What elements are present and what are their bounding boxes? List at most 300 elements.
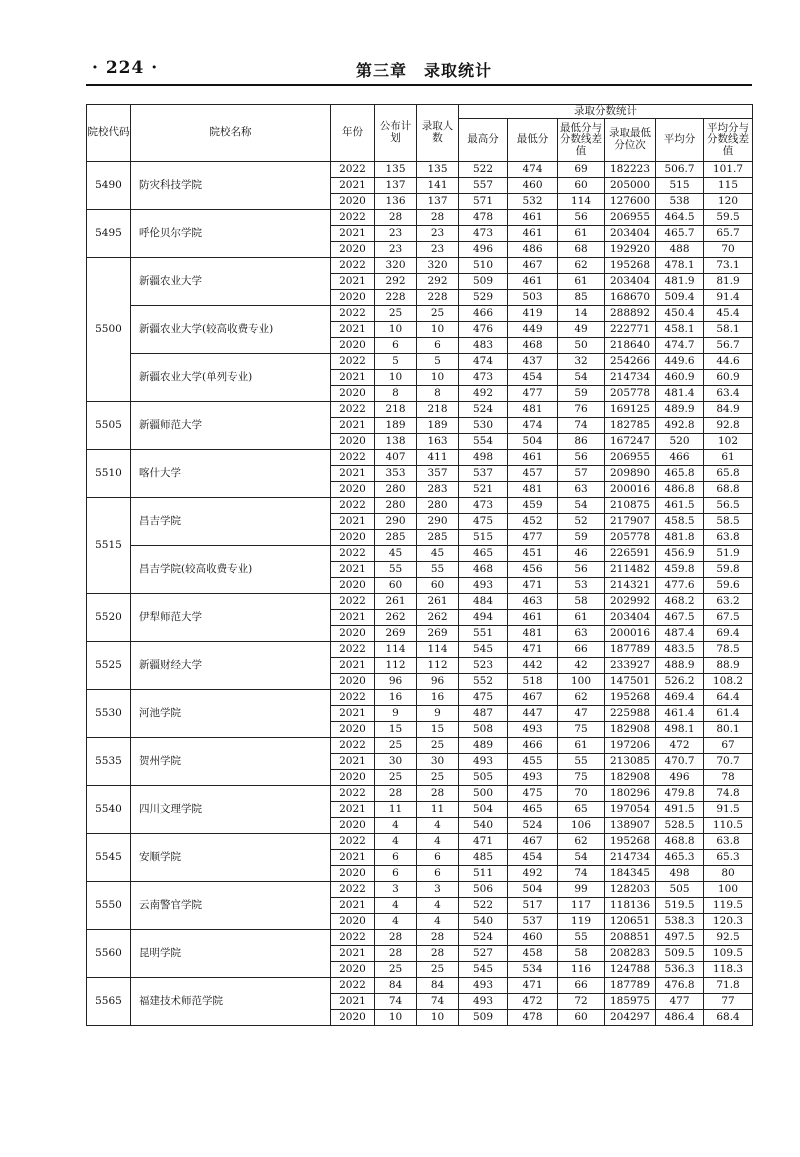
min-diff-cell: 70 [558, 786, 605, 802]
avg-score-cell: 498.1 [656, 722, 704, 738]
table-row [87, 930, 753, 946]
min-rank-cell: 187789 [605, 642, 656, 658]
enrolled-cell: 28 [417, 946, 459, 962]
table-row [87, 642, 753, 658]
min-diff-cell: 72 [558, 994, 605, 1010]
min-diff-cell: 116 [558, 962, 605, 978]
min-rank-cell: 209890 [605, 466, 656, 482]
enrolled-cell: 114 [417, 642, 459, 658]
avg-score-cell: 481.4 [656, 386, 704, 402]
header-year: 年份 [331, 105, 375, 162]
plan-cell: 138 [375, 434, 417, 450]
avg-diff-cell: 56.5 [704, 498, 753, 514]
year-cell: 2021 [331, 850, 375, 866]
enrolled-cell: 6 [417, 850, 459, 866]
plan-cell: 10 [375, 322, 417, 338]
enrolled-cell: 280 [417, 498, 459, 514]
max-score-cell: 465 [459, 546, 508, 562]
plan-cell: 6 [375, 850, 417, 866]
header-code: 院校代码 [87, 105, 131, 162]
min-rank-cell: 180296 [605, 786, 656, 802]
avg-diff-cell: 67 [704, 738, 753, 754]
school-code: 5520 [87, 594, 131, 642]
enrolled-cell: 23 [417, 226, 459, 242]
min-rank-cell: 184345 [605, 866, 656, 882]
avg-score-cell: 486.8 [656, 482, 704, 498]
min-score-cell: 478 [508, 1010, 558, 1026]
year-cell: 2021 [331, 226, 375, 242]
avg-score-cell: 505 [656, 882, 704, 898]
year-cell: 2020 [331, 674, 375, 690]
min-rank-cell: 182785 [605, 418, 656, 434]
avg-score-cell: 450.4 [656, 306, 704, 322]
enrolled-cell: 290 [417, 514, 459, 530]
min-rank-cell: 182908 [605, 770, 656, 786]
min-score-cell: 419 [508, 306, 558, 322]
min-rank-cell: 128203 [605, 882, 656, 898]
table-row [87, 690, 753, 706]
min-score-cell: 458 [508, 946, 558, 962]
max-score-cell: 496 [459, 242, 508, 258]
min-score-cell: 461 [508, 274, 558, 290]
header-min-rank: 录取最低分位次 [605, 119, 656, 162]
min-diff-cell: 56 [558, 562, 605, 578]
min-rank-cell: 203404 [605, 274, 656, 290]
avg-score-cell: 465.8 [656, 466, 704, 482]
year-cell: 2021 [331, 178, 375, 194]
max-score-cell: 506 [459, 882, 508, 898]
plan-cell: 8 [375, 386, 417, 402]
min-score-cell: 493 [508, 770, 558, 786]
school-code: 5515 [87, 498, 131, 594]
enrolled-cell: 28 [417, 930, 459, 946]
max-score-cell: 471 [459, 834, 508, 850]
max-score-cell: 509 [459, 1010, 508, 1026]
plan-cell: 11 [375, 802, 417, 818]
school-name: 防灾科技学院 [131, 162, 331, 210]
enrolled-cell: 141 [417, 178, 459, 194]
table-row [87, 546, 753, 562]
min-rank-cell: 168670 [605, 290, 656, 306]
header-min-diff: 最低分与分数线差值 [558, 119, 605, 162]
max-score-cell: 522 [459, 162, 508, 178]
min-rank-cell: 195268 [605, 258, 656, 274]
header-plan: 公布计划 [375, 105, 417, 162]
year-cell: 2020 [331, 194, 375, 210]
min-score-cell: 466 [508, 738, 558, 754]
year-cell: 2022 [331, 498, 375, 514]
school-code: 5500 [87, 258, 131, 402]
max-score-cell: 524 [459, 930, 508, 946]
school-name: 贺州学院 [131, 738, 331, 786]
max-score-cell: 493 [459, 754, 508, 770]
avg-score-cell: 497.5 [656, 930, 704, 946]
max-score-cell: 487 [459, 706, 508, 722]
min-diff-cell: 85 [558, 290, 605, 306]
min-diff-cell: 117 [558, 898, 605, 914]
avg-score-cell: 496 [656, 770, 704, 786]
max-score-cell: 530 [459, 418, 508, 434]
min-score-cell: 455 [508, 754, 558, 770]
avg-score-cell: 520 [656, 434, 704, 450]
min-rank-cell: 208851 [605, 930, 656, 946]
avg-score-cell: 459.8 [656, 562, 704, 578]
min-score-cell: 461 [508, 450, 558, 466]
max-score-cell: 505 [459, 770, 508, 786]
enrolled-cell: 25 [417, 770, 459, 786]
avg-diff-cell: 70 [704, 242, 753, 258]
enrolled-cell: 292 [417, 274, 459, 290]
enrolled-cell: 9 [417, 706, 459, 722]
min-score-cell: 471 [508, 978, 558, 994]
avg-diff-cell: 59.8 [704, 562, 753, 578]
avg-diff-cell: 65.3 [704, 850, 753, 866]
max-score-cell: 468 [459, 562, 508, 578]
avg-score-cell: 460.9 [656, 370, 704, 386]
plan-cell: 10 [375, 370, 417, 386]
avg-diff-cell: 110.5 [704, 818, 753, 834]
min-rank-cell: 147501 [605, 674, 656, 690]
min-score-cell: 477 [508, 530, 558, 546]
avg-diff-cell: 45.4 [704, 306, 753, 322]
avg-diff-cell: 102 [704, 434, 753, 450]
year-cell: 2022 [331, 162, 375, 178]
min-rank-cell: 187789 [605, 978, 656, 994]
min-diff-cell: 66 [558, 642, 605, 658]
min-rank-cell: 214734 [605, 370, 656, 386]
school-code: 5490 [87, 162, 131, 210]
avg-diff-cell: 63.2 [704, 594, 753, 610]
plan-cell: 23 [375, 226, 417, 242]
plan-cell: 4 [375, 818, 417, 834]
min-rank-cell: 169125 [605, 402, 656, 418]
year-cell: 2020 [331, 434, 375, 450]
avg-diff-cell: 64.4 [704, 690, 753, 706]
min-score-cell: 437 [508, 354, 558, 370]
year-cell: 2020 [331, 386, 375, 402]
max-score-cell: 483 [459, 338, 508, 354]
plan-cell: 25 [375, 738, 417, 754]
avg-score-cell: 449.6 [656, 354, 704, 370]
avg-score-cell: 538 [656, 194, 704, 210]
year-cell: 2021 [331, 418, 375, 434]
avg-diff-cell: 101.7 [704, 162, 753, 178]
max-score-cell: 522 [459, 898, 508, 914]
max-score-cell: 484 [459, 594, 508, 610]
min-diff-cell: 53 [558, 578, 605, 594]
school-code: 5525 [87, 642, 131, 690]
min-rank-cell: 203404 [605, 226, 656, 242]
plan-cell: 218 [375, 402, 417, 418]
max-score-cell: 493 [459, 994, 508, 1010]
min-score-cell: 442 [508, 658, 558, 674]
plan-cell: 74 [375, 994, 417, 1010]
min-diff-cell: 59 [558, 530, 605, 546]
year-cell: 2021 [331, 754, 375, 770]
avg-diff-cell: 56.7 [704, 338, 753, 354]
header-avg-diff: 平均分与分数线差值 [704, 119, 753, 162]
year-cell: 2022 [331, 642, 375, 658]
avg-score-cell: 498 [656, 866, 704, 882]
school-code: 5505 [87, 402, 131, 450]
min-rank-cell: 182908 [605, 722, 656, 738]
plan-cell: 285 [375, 530, 417, 546]
min-score-cell: 472 [508, 994, 558, 1010]
year-cell: 2022 [331, 930, 375, 946]
avg-score-cell: 515 [656, 178, 704, 194]
min-score-cell: 518 [508, 674, 558, 690]
school-name: 昌吉学院(较高收费专业) [131, 546, 331, 594]
table-row [87, 162, 753, 178]
max-score-cell: 508 [459, 722, 508, 738]
min-score-cell: 504 [508, 882, 558, 898]
avg-score-cell: 465.3 [656, 850, 704, 866]
min-rank-cell: 124788 [605, 962, 656, 978]
min-rank-cell: 200016 [605, 482, 656, 498]
avg-diff-cell: 61 [704, 450, 753, 466]
plan-cell: 189 [375, 418, 417, 434]
chapter-title: 第三章 录取统计 [356, 61, 493, 80]
min-score-cell: 460 [508, 930, 558, 946]
year-cell: 2020 [331, 578, 375, 594]
year-cell: 2020 [331, 290, 375, 306]
year-cell: 2020 [331, 866, 375, 882]
school-name: 新疆师范大学 [131, 402, 331, 450]
min-score-cell: 503 [508, 290, 558, 306]
max-score-cell: 489 [459, 738, 508, 754]
plan-cell: 6 [375, 866, 417, 882]
school-name: 河池学院 [131, 690, 331, 738]
enrolled-cell: 28 [417, 786, 459, 802]
max-score-cell: 540 [459, 914, 508, 930]
avg-score-cell: 476.8 [656, 978, 704, 994]
min-score-cell: 449 [508, 322, 558, 338]
enrolled-cell: 96 [417, 674, 459, 690]
year-cell: 2022 [331, 690, 375, 706]
plan-cell: 25 [375, 770, 417, 786]
avg-diff-cell: 91.4 [704, 290, 753, 306]
year-cell: 2022 [331, 546, 375, 562]
max-score-cell: 494 [459, 610, 508, 626]
avg-score-cell: 472 [656, 738, 704, 754]
min-rank-cell: 182223 [605, 162, 656, 178]
plan-cell: 407 [375, 450, 417, 466]
min-diff-cell: 62 [558, 834, 605, 850]
min-diff-cell: 62 [558, 258, 605, 274]
school-name: 新疆财经大学 [131, 642, 331, 690]
school-name: 福建技术师范学院 [131, 978, 331, 1026]
enrolled-cell: 357 [417, 466, 459, 482]
school-name: 云南警官学院 [131, 882, 331, 930]
enrolled-cell: 228 [417, 290, 459, 306]
year-cell: 2020 [331, 962, 375, 978]
header-avg: 平均分 [656, 119, 704, 162]
enrolled-cell: 135 [417, 162, 459, 178]
avg-diff-cell: 69.4 [704, 626, 753, 642]
plan-cell: 261 [375, 594, 417, 610]
avg-score-cell: 461.4 [656, 706, 704, 722]
avg-diff-cell: 51.9 [704, 546, 753, 562]
avg-score-cell: 481.8 [656, 530, 704, 546]
avg-diff-cell: 78 [704, 770, 753, 786]
plan-cell: 30 [375, 754, 417, 770]
plan-cell: 45 [375, 546, 417, 562]
school-code: 5495 [87, 210, 131, 258]
max-score-cell: 554 [459, 434, 508, 450]
avg-diff-cell: 120 [704, 194, 753, 210]
max-score-cell: 551 [459, 626, 508, 642]
avg-diff-cell: 68.8 [704, 482, 753, 498]
min-diff-cell: 63 [558, 482, 605, 498]
avg-diff-cell: 63.8 [704, 834, 753, 850]
min-diff-cell: 54 [558, 850, 605, 866]
min-diff-cell: 106 [558, 818, 605, 834]
plan-cell: 28 [375, 210, 417, 226]
table-row [87, 834, 753, 850]
enrolled-cell: 6 [417, 338, 459, 354]
avg-score-cell: 466 [656, 450, 704, 466]
min-rank-cell: 120651 [605, 914, 656, 930]
min-rank-cell: 288892 [605, 306, 656, 322]
school-name: 四川文理学院 [131, 786, 331, 834]
min-diff-cell: 61 [558, 738, 605, 754]
school-code: 5545 [87, 834, 131, 882]
min-score-cell: 457 [508, 466, 558, 482]
avg-diff-cell: 74.8 [704, 786, 753, 802]
avg-diff-cell: 120.3 [704, 914, 753, 930]
plan-cell: 320 [375, 258, 417, 274]
year-cell: 2021 [331, 898, 375, 914]
year-cell: 2020 [331, 818, 375, 834]
min-score-cell: 474 [508, 418, 558, 434]
max-score-cell: 509 [459, 274, 508, 290]
avg-score-cell: 491.5 [656, 802, 704, 818]
school-name: 喀什大学 [131, 450, 331, 498]
min-diff-cell: 60 [558, 178, 605, 194]
avg-diff-cell: 59.6 [704, 578, 753, 594]
plan-cell: 4 [375, 914, 417, 930]
min-diff-cell: 54 [558, 370, 605, 386]
min-diff-cell: 63 [558, 626, 605, 642]
min-diff-cell: 114 [558, 194, 605, 210]
min-diff-cell: 75 [558, 770, 605, 786]
enrolled-cell: 10 [417, 1010, 459, 1026]
min-rank-cell: 208283 [605, 946, 656, 962]
max-score-cell: 552 [459, 674, 508, 690]
min-score-cell: 467 [508, 690, 558, 706]
min-score-cell: 460 [508, 178, 558, 194]
avg-diff-cell: 60.9 [704, 370, 753, 386]
school-code: 5560 [87, 930, 131, 978]
min-rank-cell: 211482 [605, 562, 656, 578]
avg-score-cell: 492.8 [656, 418, 704, 434]
min-diff-cell: 32 [558, 354, 605, 370]
avg-diff-cell: 44.6 [704, 354, 753, 370]
max-score-cell: 545 [459, 642, 508, 658]
avg-score-cell: 470.7 [656, 754, 704, 770]
table-row [87, 738, 753, 754]
min-diff-cell: 42 [558, 658, 605, 674]
enrolled-cell: 189 [417, 418, 459, 434]
header-enrolled: 录取人数 [417, 105, 459, 162]
enrolled-cell: 10 [417, 322, 459, 338]
min-rank-cell: 197206 [605, 738, 656, 754]
year-cell: 2021 [331, 562, 375, 578]
min-rank-cell: 206955 [605, 210, 656, 226]
enrolled-cell: 285 [417, 530, 459, 546]
max-score-cell: 523 [459, 658, 508, 674]
avg-diff-cell: 91.5 [704, 802, 753, 818]
year-cell: 2021 [331, 946, 375, 962]
plan-cell: 84 [375, 978, 417, 994]
avg-diff-cell: 100 [704, 882, 753, 898]
enrolled-cell: 6 [417, 866, 459, 882]
school-name: 新疆农业大学 [131, 258, 331, 306]
plan-cell: 280 [375, 498, 417, 514]
school-name: 伊犁师范大学 [131, 594, 331, 642]
enrolled-cell: 163 [417, 434, 459, 450]
enrolled-cell: 411 [417, 450, 459, 466]
enrolled-cell: 4 [417, 818, 459, 834]
min-rank-cell: 138907 [605, 818, 656, 834]
avg-score-cell: 481.9 [656, 274, 704, 290]
plan-cell: 269 [375, 626, 417, 642]
avg-score-cell: 489.9 [656, 402, 704, 418]
school-name: 新疆农业大学(单列专业) [131, 354, 331, 402]
max-score-cell: 473 [459, 370, 508, 386]
avg-diff-cell: 71.8 [704, 978, 753, 994]
avg-score-cell: 536.3 [656, 962, 704, 978]
plan-cell: 28 [375, 930, 417, 946]
min-score-cell: 481 [508, 482, 558, 498]
avg-diff-cell: 80.1 [704, 722, 753, 738]
enrolled-cell: 8 [417, 386, 459, 402]
year-cell: 2022 [331, 786, 375, 802]
header-min: 最低分 [508, 119, 558, 162]
avg-diff-cell: 61.4 [704, 706, 753, 722]
avg-score-cell: 487.4 [656, 626, 704, 642]
avg-score-cell: 469.4 [656, 690, 704, 706]
school-code: 5565 [87, 978, 131, 1026]
plan-cell: 23 [375, 242, 417, 258]
min-score-cell: 452 [508, 514, 558, 530]
min-diff-cell: 54 [558, 498, 605, 514]
min-diff-cell: 56 [558, 210, 605, 226]
avg-score-cell: 474.7 [656, 338, 704, 354]
max-score-cell: 475 [459, 514, 508, 530]
min-score-cell: 463 [508, 594, 558, 610]
enrolled-cell: 4 [417, 914, 459, 930]
avg-score-cell: 461.5 [656, 498, 704, 514]
avg-score-cell: 468.2 [656, 594, 704, 610]
max-score-cell: 475 [459, 690, 508, 706]
plan-cell: 5 [375, 354, 417, 370]
min-diff-cell: 55 [558, 754, 605, 770]
avg-score-cell: 528.5 [656, 818, 704, 834]
min-score-cell: 461 [508, 210, 558, 226]
table-row [87, 450, 753, 466]
avg-score-cell: 464.5 [656, 210, 704, 226]
min-diff-cell: 47 [558, 706, 605, 722]
avg-diff-cell: 65.7 [704, 226, 753, 242]
min-rank-cell: 206955 [605, 450, 656, 466]
max-score-cell: 493 [459, 578, 508, 594]
min-score-cell: 534 [508, 962, 558, 978]
max-score-cell: 515 [459, 530, 508, 546]
min-rank-cell: 185975 [605, 994, 656, 1010]
year-cell: 2022 [331, 258, 375, 274]
max-score-cell: 527 [459, 946, 508, 962]
